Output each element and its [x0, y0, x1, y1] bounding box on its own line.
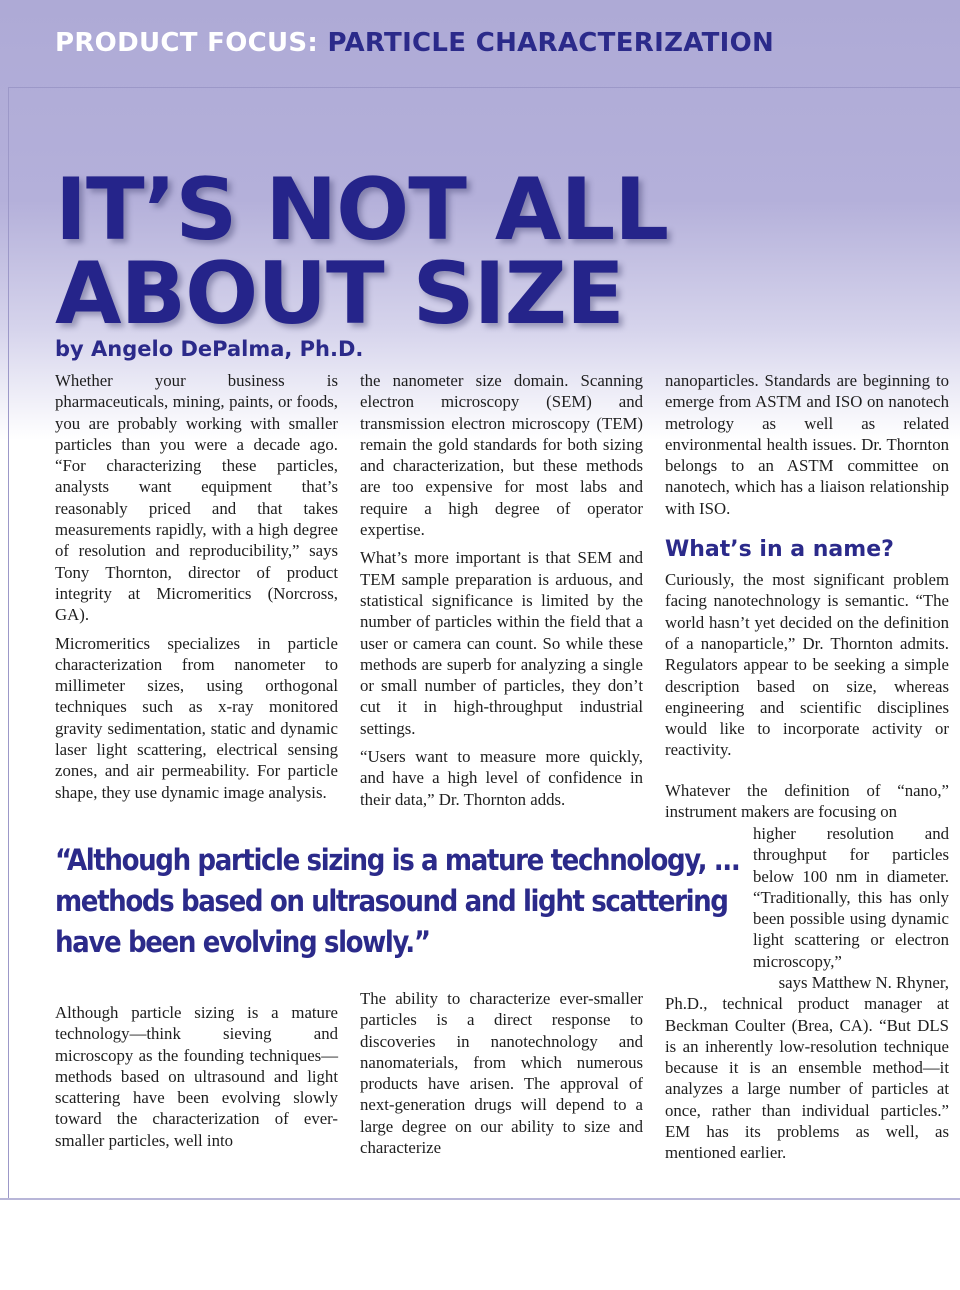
pull-quote-line: methods based on ultrasound and light scattering [55, 884, 728, 918]
paragraph: Ph.D., technical product manager at Beckman Coulter (Brea, CA). “But DLS is an inherently low-resolution technique because it is an ensemble method—it analyzes a large number of particles at once, rather than individual particles.” EM has its problems as well, as mentioned earlier. [665, 994, 949, 1163]
paragraph: The ability to characterize ever-smaller particles is a direct response to discoveries in nanotechnology and nanomaterials, from which numerous products have arisen. The approval of next-generation drugs will depend to a large degree on our ability to size and characterize [360, 989, 643, 1158]
column-1 [55, 370, 338, 810]
lower-column-1 [55, 1002, 338, 1158]
column-3-wrap [753, 823, 949, 979]
paragraph: higher resolution and throughput for particles below 100 nm in diameter. “Traditionally, this has only been possible using dynamic light scattering or electron microscopy,” [753, 824, 949, 971]
paragraph: nanoparticles. Standards are beginning to emerge from ASTM and ISO on nanotech metrology as well as related environmental health issues. Dr. Thornton belongs to an ASTM committee on nanotech, which has a liaison relationship with ISO. [665, 371, 949, 518]
paragraph: says Matthew N. Rhyner, [778, 973, 949, 992]
pull-quote-line: have been evolving slowly.” [55, 925, 430, 959]
lower-column-2 [360, 988, 643, 1165]
paragraph: What’s more important is that SEM and TEM sample preparation is arduous, and statistical significance is limited by the number of particles within the field that a user or camera can count. So while these methods are superb for analyzing a single or small number of particles, they don’t cut it in high-throughput industrial settings. [360, 548, 643, 738]
pull-quote-line: “Although particle sizing is a mature technology, ... [55, 843, 740, 877]
paragraph: Whether your business is pharmaceuticals, mining, paints, or foods, you are probably working with smaller particles than you were a decade ago. “For characterizing these particles, analysts want equipment that’s reasonably priced and that takes measurements rapidly, with a high degree of resolution and reproducibility,” says Tony Thornton, director of product integrity at Micromeritics (Norcross, GA). [55, 371, 338, 625]
paragraph: Curiously, the most significant problem facing nanotechnology is semantic. “The world hasn’t yet decided on the definition of a nanoparticle,” Dr. Thornton admits. Regulators appear to be seeking a simple description based on size, whereas engineering and scientific disciplines would like to incorporate activity or reactivity. [665, 570, 949, 760]
column-3-bottom [665, 972, 949, 1171]
title-line-1: IT’S NOT ALL [55, 160, 669, 260]
pull-quote [55, 840, 740, 963]
paragraph: Micromeritics specializes in particle characterization from nanometer to millimeter sizes, using orthogonal techniques such as x-ray monitored gravity sedimentation, static and dynamic laser light scattering, electrical sensing zones, and air permeability. For particle shape, they use dynamic image analysis. [55, 633, 338, 802]
section-header [55, 28, 774, 58]
column-3 [665, 370, 949, 768]
paragraph: the nanometer size domain. Scanning electron microscopy (SEM) and transmission electron microscopy (TEM) remain the gold standards for both sizing and characterization, but these methods are too expensive for most labs and require a high degree of operator expertise. [360, 371, 643, 540]
paragraph: “Users want to measure more quickly, and have a high level of confidence in their data,” Dr. Thornton adds. [360, 747, 643, 809]
byline: by Angelo DePalma, Ph.D. [55, 337, 364, 361]
paragraph: Although particle sizing is a mature technology—think sieving and microscopy as the founding techniques—methods based on ultrasound and light scattering have been evolving slowly toward the characterization of ever-smaller particles, well into [55, 1003, 338, 1150]
left-divider [8, 88, 9, 1198]
article-title [55, 160, 669, 344]
column-2 [360, 370, 643, 817]
section-title: PARTICLE CHARACTERIZATION [327, 28, 775, 58]
top-divider [8, 87, 960, 88]
title-line-2: ABOUT SIZE [55, 244, 624, 344]
subheading: What’s in a name? [665, 537, 894, 563]
paragraph: Whatever the definition of “nano,” instrument makers are focusing on [665, 781, 949, 822]
section-label: PRODUCT FOCUS: [55, 28, 319, 58]
bottom-divider [0, 1198, 960, 1200]
